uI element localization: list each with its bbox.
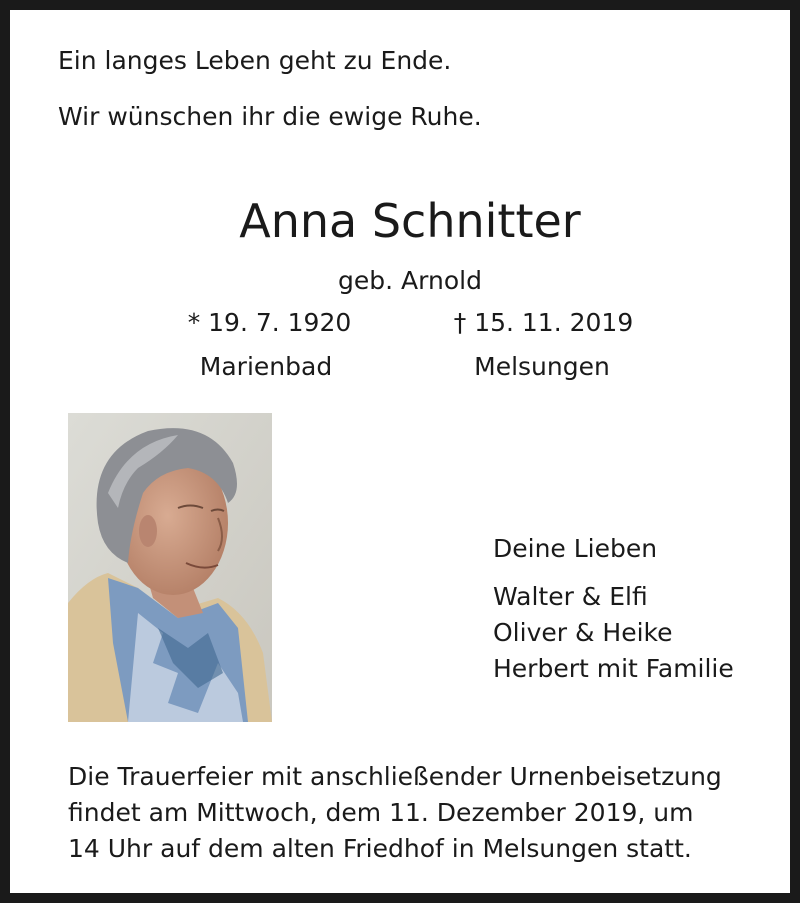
mourners-heading: Deine Lieben: [493, 534, 658, 563]
mourner-name: Walter & Elfi: [493, 582, 648, 611]
funeral-info-line-3: 14 Uhr auf dem alten Friedhof in Melsungen statt.: [68, 834, 692, 863]
birth-date: * 19. 7. 1920: [187, 308, 352, 337]
death-date: † 15. 11. 2019: [453, 308, 634, 337]
portrait-photo: [68, 413, 272, 722]
mourner-name: Herbert mit Familie: [493, 654, 734, 683]
funeral-info-line-1: Die Trauerfeier mit anschließender Urnenbeisetzung: [68, 762, 722, 791]
deceased-name: Anna Schnitter: [239, 194, 581, 248]
death-place: Melsungen: [474, 352, 610, 381]
funeral-info-line-2: findet am Mittwoch, dem 11. Dezember 2019, um: [68, 798, 694, 827]
maiden-name: geb. Arnold: [338, 266, 482, 295]
intro-line-2: Wir wünschen ihr die ewige Ruhe.: [58, 102, 482, 131]
mourner-name: Oliver & Heike: [493, 618, 673, 647]
intro-line-1: Ein langes Leben geht zu Ende.: [58, 46, 452, 75]
birth-place: Marienbad: [199, 352, 333, 381]
